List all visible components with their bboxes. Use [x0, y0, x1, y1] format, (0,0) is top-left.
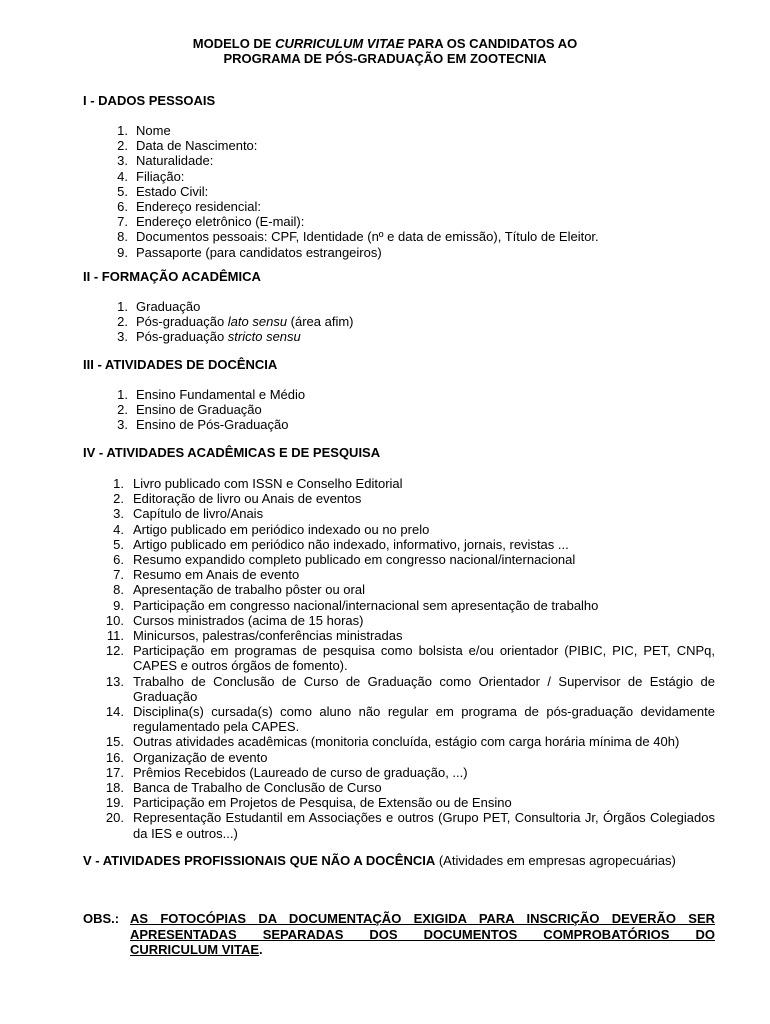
obs-text-line-3: CURRICULUM VITAE. [130, 942, 263, 957]
list-item: 14. Disciplina(s) cursada(s) como aluno não regular em programa de pós-graduação devidamente regulamentado pela CAPES. [105, 704, 715, 735]
list-item: 3. Naturalidade: [117, 153, 214, 169]
list-item: 1. Graduação [117, 299, 201, 314]
obs-text-line-2: APRESENTADAS SEPARADAS DOS DOCUMENTOS COMPROBATÓRIOS DO [130, 926, 715, 942]
list-item: 7. Endereço eletrônico (E-mail): [117, 214, 305, 230]
list-item: 3. Ensino de Pós-Graduação [117, 417, 289, 433]
list-item: 3. Capítulo de livro/Anais [113, 506, 264, 522]
obs-text-line-1: AS FOTOCÓPIAS DA DOCUMENTAÇÃO EXIGIDA PARA INSCRIÇÃO DEVERÃO SER [130, 911, 715, 926]
list-formacao-academica [108, 299, 728, 345]
list-item: 13. Trabalho de Conclusão de Curso de Graduação como Orientador / Supervisor de Estágio de Graduação [105, 673, 715, 704]
list-item: 6. Resumo expandido completo publicado em congresso nacional/internacional [113, 552, 576, 568]
section-heading-atividades-profissionais: V - ATIVIDADES PROFISSIONAIS QUE NÃO A DOCÊNCIA (Atividades em empresas agropecuárias) [83, 853, 676, 868]
section-heading-dados-pessoais: I - DADOS PESSOAIS [83, 93, 216, 108]
section-heading-atividades-docencia: III - ATIVIDADES DE DOCÊNCIA [83, 357, 278, 372]
obs-label: OBS.: [83, 911, 120, 926]
list-item: 15. Outras atividades acadêmicas (monitoria concluída, estágio com carga horária mínima de 40h) [105, 734, 680, 750]
list-item: 19. Participação em Projetos de Pesquisa, de Extensão ou de Ensino [105, 795, 512, 811]
list-item: 17. Prêmios Recebidos (Laureado de curso de graduação, ...) [105, 764, 468, 780]
list-item: 9. Passaporte (para candidatos estrangeiros) [117, 244, 382, 260]
list-item: 6. Endereço residencial: [117, 199, 262, 215]
title-line-1: MODELO DE CURRICULUM VITAE PARA OS CANDIDATOS AO [192, 36, 578, 51]
list-item: 18. Banca de Trabalho de Conclusão de Curso [105, 780, 382, 796]
obs-note [83, 911, 715, 958]
list-item: 2. Pós-graduação lato sensu (área afim) [117, 314, 354, 330]
list-item: 2. Ensino de Graduação [117, 402, 262, 418]
list-item: 3. Pós-graduação stricto sensu [117, 329, 301, 345]
list-item: 7. Resumo em Anais de evento [113, 567, 300, 583]
list-item: 8. Apresentação de trabalho pôster ou oral [113, 582, 365, 598]
list-atividades-academicas [104, 476, 715, 841]
list-item: 1. Livro publicado com ISSN e Conselho Editorial [113, 476, 403, 491]
list-item: 20. Representação Estudantil em Associações e outros (Grupo PET, Consultoria Jr, Órgãos Colegiados da IES e outros...) [105, 810, 715, 841]
list-item: 9. Participação em congresso nacional/internacional sem apresentação de trabalho [113, 597, 599, 613]
list-item: 2. Editoração de livro ou Anais de eventos [113, 491, 362, 507]
list-item: 5. Artigo publicado em periódico não indexado, informativo, jornais, revistas ... [113, 536, 569, 552]
title-line-2: PROGRAMA DE PÓS-GRADUAÇÃO EM ZOOTECNIA [223, 51, 547, 66]
list-item: 2. Data de Nascimento: [117, 138, 258, 154]
list-dados-pessoais [108, 123, 728, 260]
list-item: 4. Filiação: [117, 168, 185, 184]
section-heading-formacao-academica: II - FORMAÇÃO ACADÊMICA [83, 269, 261, 284]
list-item: 4. Artigo publicado em periódico indexado ou no prelo [113, 521, 430, 537]
section-note: (Atividades em empresas agropecuárias) [435, 853, 676, 868]
list-item: 1. Ensino Fundamental e Médio [117, 387, 306, 402]
list-item: 16. Organização de evento [105, 749, 268, 765]
document-title [0, 36, 770, 66]
list-item: 8. Documentos pessoais: CPF, Identidade (nº e data de emissão), Título de Eleitor. [117, 229, 599, 245]
list-item: 10. Cursos ministrados (acima de 15 horas) [105, 612, 364, 628]
list-item: 5. Estado Civil: [117, 183, 209, 199]
section-heading-atividades-academicas: IV - ATIVIDADES ACADÊMICAS E DE PESQUISA [83, 445, 381, 460]
list-atividades-docencia [108, 387, 728, 433]
list-item: 12. Participação em programas de pesquisa como bolsista e/ou orientador (PIBIC, PIC, PET, CNPq, CAPES e outros órgãos de fomento). [105, 643, 715, 674]
list-item: 11. Minicursos, palestras/conferências ministradas [106, 628, 403, 644]
list-item: 1. Nome [117, 123, 171, 138]
